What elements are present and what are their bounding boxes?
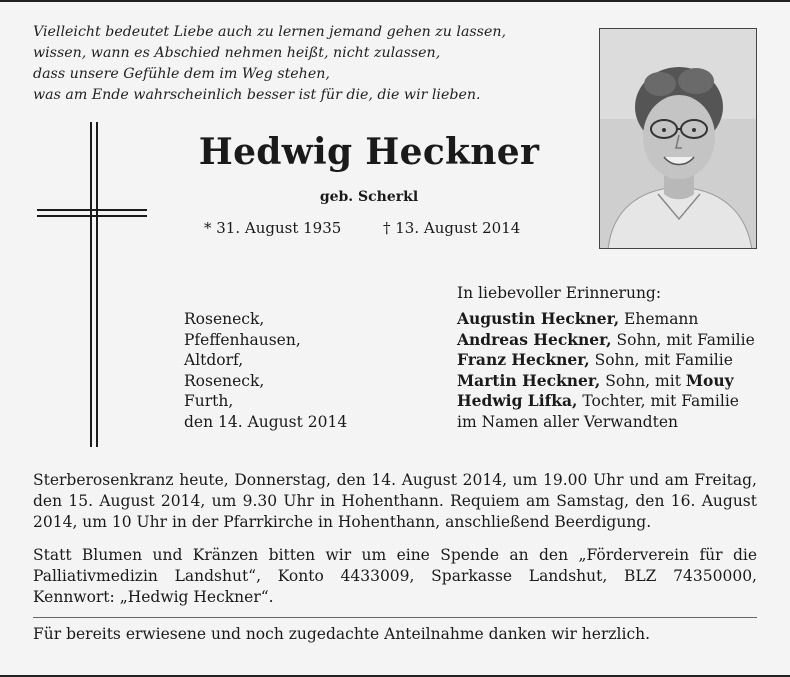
cross-vertical-line [90,122,92,447]
place-line: Altdorf, [184,351,244,369]
mourner-name: Hedwig Lifka, [457,391,578,410]
top-border [0,0,790,2]
place-line: Furth, [184,392,234,410]
place-line: Pfeffenhausen, [184,330,301,349]
mourner-relation: Tochter, mit Familie [577,392,739,410]
portrait-illustration [600,29,757,249]
mourner-line [457,391,755,412]
mourner-name: Augustin Heckner, [457,309,620,328]
mourner-name: Martin Heckner, [457,370,601,390]
maiden-name: geb. Scherkl [319,189,419,205]
poem-line: wissen, wann es Abschied nehmen heißt, nicht zulassen, [33,45,441,61]
mourner-name: Andreas Heckner, [457,329,612,349]
mourner-line [457,350,755,371]
death-date: † 13. August 2014 [383,219,521,237]
poem-line: Vielleicht bedeutet Liebe auch zu lernen jemand gehen zu lassen, [33,24,507,40]
poem-line: dass unsere Gefühle dem im Weg stehen, [33,66,330,82]
cross-horizontal-line [37,209,147,211]
mourner-relation: Ehemann [619,310,699,328]
place-line: den 14. August 2014 [184,412,348,431]
deceased-name: Hedwig Heckner [198,131,540,173]
portrait-photo [599,28,757,249]
mourner-name: Franz Heckner, [457,350,590,369]
place-line: Roseneck, [184,371,265,390]
cross-horizontal-line [37,215,147,217]
mourner-line [457,330,755,351]
mourner-line [457,309,755,330]
mourner-extra: Mouy [685,370,734,390]
place-line: Roseneck, [184,310,265,328]
memory-heading: In liebevoller Erinnerung: [457,284,662,302]
mourners-list [457,309,755,432]
service-info: Sterberosenkranz heute, Donnerstag, den 14. August 2014, um 19.00 Uhr und am Freitag, den 15. August 2014, um 9.30 Uhr in Hohenthann. Requiem am Samstag, den 16. August 2014, um 10 Uhr in der Pfarrkirche in Hohenthann, anschließend Beerdigung. [33,471,757,531]
donation-info: Statt Blumen und Kränzen bitten wir um eine Spende an den „Förderverein für die Palliativmedizin Landshut“, Konto 4433009, Sparkasse Landshut, BLZ 74350000, Kennwort: „Hedwig Heckner“. [33,546,757,606]
divider [33,617,757,618]
poem-line: was am Ende wahrscheinlich besser ist für die, die wir lieben. [33,87,481,103]
poem [33,22,553,106]
birth-date: * 31. August 1935 [204,219,342,237]
mourner-relation: Sohn, mit Familie [589,351,733,369]
mourner-relation: im Namen aller Verwandten [457,412,678,431]
mourner-line [457,371,755,392]
mourner-relation: Sohn, mit Familie [611,330,755,349]
mourner-line [457,412,755,433]
places-list [184,309,347,432]
cross-vertical-line [96,122,98,447]
thanks-note: Für bereits erwiesene und noch zugedachte Anteilnahme danken wir herzlich. [33,625,651,643]
mourner-relation: Sohn, mit [600,371,686,390]
